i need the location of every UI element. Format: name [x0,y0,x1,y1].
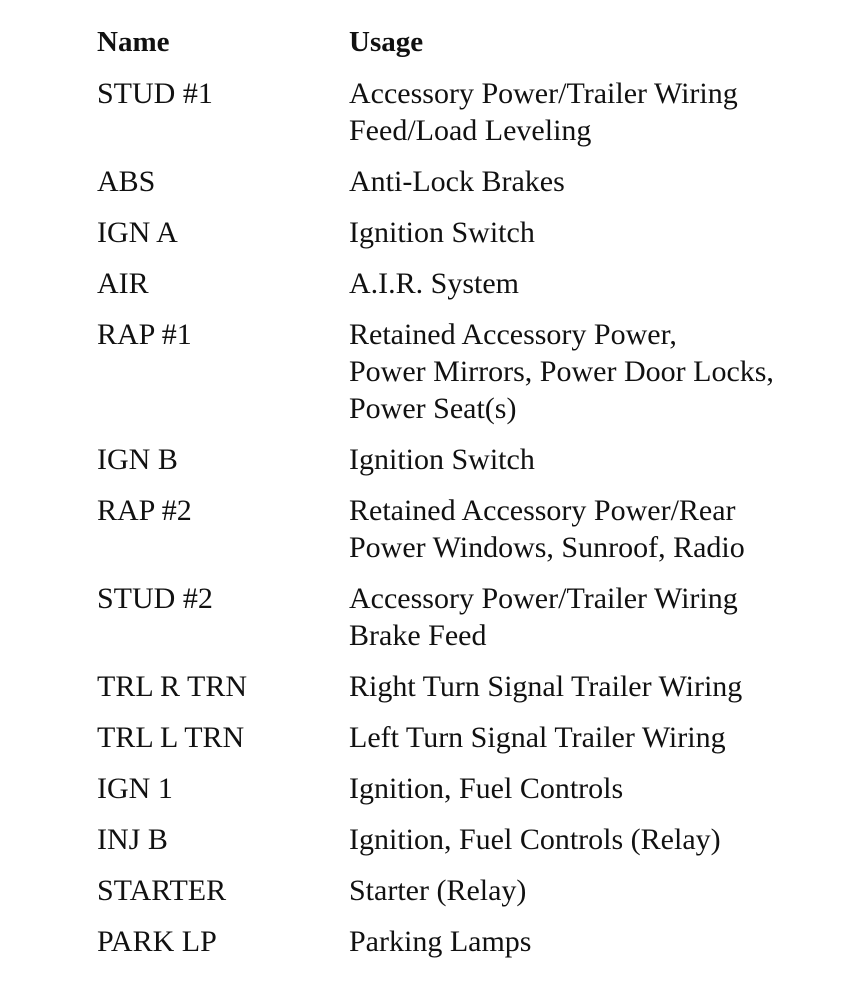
fuse-usage: Starter (Relay) [349,874,527,907]
usage-column-header: Usage [349,26,424,58]
table-row [97,75,837,149]
fuse-name: TRL R TRN [97,670,248,703]
fuse-name: IGN 1 [97,772,173,805]
fuse-usage: Ignition Switch [349,216,535,249]
fuse-usage-table [97,24,837,974]
table-row [97,821,837,858]
table-row [97,492,837,566]
table-row [97,923,837,960]
fuse-name: IGN B [97,443,178,476]
fuse-name: TRL L TRN [97,721,245,754]
fuse-name: STARTER [97,874,227,907]
table-row [97,668,837,705]
table-header-row [97,24,837,61]
fuse-usage: Parking Lamps [349,925,532,958]
fuse-name: STUD #2 [97,582,213,615]
fuse-usage: Accessory Power/Trailer Wiring Brake Feed [349,582,738,652]
fuse-name: AIR [97,267,149,300]
fuse-name: STUD #1 [97,77,213,110]
fuse-usage: Right Turn Signal Trailer Wiring [349,670,743,703]
fuse-usage: Ignition Switch [349,443,535,476]
fuse-usage: Accessory Power/Trailer Wiring Feed/Load Leveling [349,77,738,147]
fuse-usage: Left Turn Signal Trailer Wiring [349,721,726,754]
fuse-usage: Anti-Lock Brakes [349,165,565,198]
fuse-usage: Ignition, Fuel Controls [349,772,624,805]
fuse-usage: Retained Accessory Power, Power Mirrors, Power Door Locks, Power Seat(s) [349,318,774,425]
table-row [97,214,837,251]
fuse-usage: A.I.R. System [349,267,520,300]
fuse-name: IGN A [97,216,178,249]
table-row [97,316,837,427]
fuse-name: INJ B [97,823,168,856]
fuse-name: RAP #2 [97,494,192,527]
table-row [97,770,837,807]
table-row [97,441,837,478]
table-row [97,163,837,200]
table-row [97,580,837,654]
fuse-usage: Ignition, Fuel Controls (Relay) [349,823,721,856]
fuse-name: ABS [97,165,156,198]
name-column-header: Name [97,26,170,58]
table-row [97,872,837,909]
table-row [97,265,837,302]
table-row [97,719,837,756]
fuse-usage: Retained Accessory Power/Rear Power Windows, Sunroof, Radio [349,494,745,564]
fuse-name: RAP #1 [97,318,192,351]
fuse-name: PARK LP [97,925,217,958]
